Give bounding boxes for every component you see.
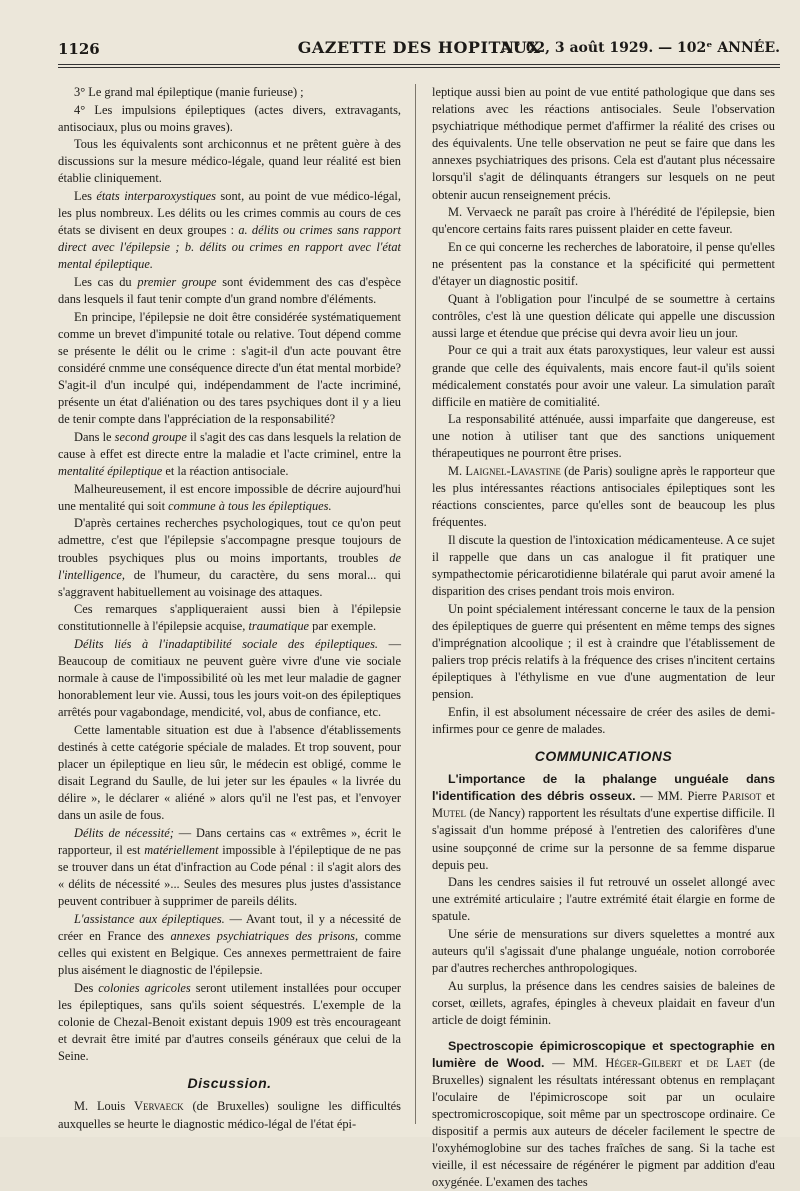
paragraph: Dans les cendres saisies il fut retrouvé un osselet allongé avec une extrémité articulaire ; l'autre extrémité était élargie en forme de spatule. bbox=[432, 875, 775, 924]
issue-info: N° 62, 3 août 1929. — 102ᵉ ANNÉE. bbox=[500, 40, 780, 56]
text-run: de l'humeur, du caractère, du sens moral... qui s'aggravent habituellement au voisinage des attaques. bbox=[58, 567, 401, 599]
text-run: M. bbox=[448, 464, 466, 479]
italic-term: commune à tous les épileptiques. bbox=[168, 498, 332, 513]
paragraph bbox=[58, 1098, 401, 1132]
author-name: de Laet bbox=[706, 1055, 752, 1070]
text-run: il s'agit des cas dans lesquels la relation de cause à effet est directe entre la maladie et l'acte criminel, entre la bbox=[58, 429, 401, 461]
paragraph bbox=[432, 463, 775, 531]
subheading: Délits liés à l'inadaptibilité sociale des épileptiques. bbox=[74, 637, 379, 651]
paragraph: La responsabilité atténuée, aussi imparfaite que dangereuse, est une notion à utiliser tant que des sanctions uniquement thérapeutiques ne pourront être prises. bbox=[432, 412, 775, 461]
italic-term: colonies agricoles bbox=[98, 980, 191, 995]
italic-term: mentalité épileptique bbox=[58, 464, 163, 479]
paragraph bbox=[58, 825, 401, 910]
header-rule-bottom bbox=[58, 67, 780, 68]
page-header bbox=[58, 36, 780, 60]
text-run: impossible à l'épileptique de ne pas se trouver dans un état d'infraction au Code pénal : il s'agit alors des « délits de nécessité »... Seules des mesures plus justes d'assistance peuvent contribuer à supprimer de pareils délits. bbox=[58, 843, 401, 909]
text-run: et bbox=[681, 1055, 707, 1070]
section-title-discussion: Discussion. bbox=[187, 1075, 272, 1092]
text-run: et bbox=[761, 789, 775, 804]
page-number: 1126 bbox=[58, 40, 100, 58]
paragraph: Cette lamentable situation est due à l'absence d'établissements destinés à cette catégorie spéciale de malades. Et trop souvent, pour placer un épileptique en lieu sûr, le médecin est obligé, comme le disait Legrand du Saulle, de lui jeter sur les épaules « la livrée du délire », le déclarer « aliéné » alors qu'il ne l'est pas, et l'envoyer dans un asile de fous. bbox=[58, 722, 401, 823]
text-run: — MM. Pierre bbox=[635, 789, 722, 804]
text-run: M. Louis bbox=[74, 1099, 135, 1114]
text-run: Dans le bbox=[74, 429, 115, 444]
paragraph: Pour ce qui a trait aux états paroxystiques, leur valeur est aussi grande que celle des équivalents, mais encore faut-il qu'ils soient médicalement constatés pour avoir une valeur. La simulation paraît difficile en matière de comitialité. bbox=[432, 343, 775, 409]
text-run: — MM. bbox=[544, 1055, 606, 1070]
text-run: seront utilement installées pour occuper les épileptiques, sans qu'ils soient séquestrés. L'exemple de la colonie de Chezal-Benoit existant depuis 1909 est très encourageant et devrait être imité par d'autres conseils généraux que celui de la Seine. bbox=[58, 980, 401, 1064]
author-name: Laignel-Lavastine bbox=[465, 464, 561, 479]
subheading: Délits de nécessité; bbox=[74, 826, 174, 841]
text-run: par exemple. bbox=[309, 619, 377, 634]
paragraph bbox=[58, 980, 401, 1065]
paragraph: M. Vervaeck ne paraît pas croire à l'hérédité de l'épilepsie, bien qu'encore certains faits rares puissent plaider en cette faveur. bbox=[432, 205, 775, 237]
text-run: Malheureusement, il est encore impossible de décrire aujourd'hui une mentalité qui soit bbox=[58, 481, 401, 513]
text-run: Les bbox=[74, 189, 97, 204]
text-run: Les cas du bbox=[74, 275, 138, 290]
paragraph: 3° Le grand mal épileptique (manie furieuse) ; bbox=[74, 85, 304, 99]
text-run: sont, au point de vue médico-légal, les plus nombreux. Les délits ou les crimes commis au cours de ces états se divisent en deux groupes : bbox=[58, 189, 401, 238]
text-run: sont évidemment des cas d'espèce dans lesquels il faut tenir compte d'un grand nombre d'éléments. bbox=[58, 275, 401, 307]
text-run: Des bbox=[74, 980, 99, 995]
author-name: Mutel bbox=[432, 806, 467, 821]
text-run: (de Paris) souligne après le rapporteur que les plus intéressantes réactions antisociales épileptiques sont les réactions conscientes, parce qu'elles sont de beaucoup les plus fréquentes. bbox=[432, 464, 775, 530]
subheading: L'assistance aux épileptiques. bbox=[74, 912, 225, 926]
paragraph bbox=[432, 771, 775, 874]
article-title: Spectroscopie épimicroscopique et spectographie en lumière de Wood. bbox=[432, 1038, 775, 1070]
paragraph: Tous les équivalents sont archiconnus et ne prêtent guère à des discussions sur la mesure médico-légale, quand leur réalité est bien établie cliniquement. bbox=[58, 137, 401, 186]
header-rule-top bbox=[58, 64, 780, 65]
paragraph: Quant à l'obligation pour l'inculpé de se soumettre à certains contrôles, c'est là une question délicate qui appelle une discussion aussi large et étendue que précise qui devra avoir lieu un jour. bbox=[432, 291, 775, 340]
paragraph: Une série de mensurations sur divers squelettes a montré aux auteurs qu'il s'agissait d'une phalange unguéale, notion corroborée par d'autres recherches anthropologiques. bbox=[432, 927, 775, 976]
article-title: L'importance de la phalange unguéale dans l'identification des débris osseux. bbox=[432, 772, 775, 804]
italic-term: a. délits ou crimes sans rapport direct avec l'épilepsie ; b. délits ou crimes en rapport avec l'état mental épileptique. bbox=[58, 223, 401, 272]
text-run: D'après certaines recherches psychologiques, tout ce qu'on peut admettre, c'est que l'épilepsie s'accompagne presque toujours de troubles psychiques plus ou moins importants, troubles bbox=[58, 516, 401, 565]
text-run: (de Bruxelles) souligne les difficultés auxquelles se heurte le diagnostic médico-légal de l'état épi- bbox=[58, 1099, 401, 1131]
italic-term: premier groupe bbox=[137, 275, 217, 290]
italic-term: matériellement bbox=[144, 843, 219, 858]
paragraph bbox=[58, 911, 401, 979]
paragraph bbox=[58, 429, 401, 480]
paragraph bbox=[58, 274, 401, 308]
italic-term: de l'intelligence, bbox=[58, 550, 401, 582]
italic-term: états interparoxystiques bbox=[96, 189, 216, 204]
paragraph: leptique aussi bien au point de vue entité pathologique que dans ses relations avec les réactions antisociales. Seule l'observation psychiatrique méthodique permet d'affirmer la réalité des crises ou des équivalents. Une telle observation ne peut se faire que dans les annexes psychiatriques des prisons. Cela est d'autant plus nécessaire lorsqu'il s'agit de délinquants étrangers sur lesquels on ne peut obtenir aucun renseignement précis. bbox=[432, 85, 775, 202]
paragraph bbox=[58, 188, 401, 273]
italic-term: annexes psychiatriques des prisons, bbox=[170, 929, 359, 944]
author-name: Héger-Gilbert bbox=[605, 1055, 682, 1070]
text-run: (de Nancy) rapportent les résultats d'une expertise difficile. Il s'agissait d'un homme préposé à l'entretien des calorifères d'une usine soupçonné de crime sur la personne de sa femme disparue depuis peu. bbox=[432, 806, 775, 872]
text-run: — Dans certains cas « extrêmes », écrit le rapporteur, il est bbox=[58, 826, 401, 858]
left-column bbox=[58, 84, 401, 1131]
text-run: — Avant tout, il y a nécessité de créer en France des bbox=[58, 912, 401, 944]
spacer bbox=[432, 1030, 775, 1038]
text-run: Ces remarques s'appliqueraient aussi bien à l'épilepsie constitutionnelle à l'épilepsie acquise, bbox=[58, 602, 401, 634]
paragraph: En ce qui concerne les recherches de laboratoire, il pense qu'elles ne présentent pas la constance et la spécificité qui permettent d'étayer un diagnostic positif. bbox=[432, 239, 775, 289]
column-divider bbox=[415, 84, 416, 1124]
paragraph: Un point spécialement intéressant concerne le taux de la pension des épileptiques de guerre qui présentent en même temps des signes d'imprégnation alcoolique ; il est à craindre que l'établissement de paliers trop précis relatifs à la fréquence des crises n'incitent certains épileptiques à l'éthylisme en vue d'une augmentation de leur pension. bbox=[432, 601, 775, 702]
journal-title: GAZETTE DES HOPITAUX bbox=[297, 38, 541, 57]
paragraph bbox=[58, 636, 401, 721]
text-run: (de Bruxelles) signalent les résultats intéressant obtenus en remplaçant l'oculaire de l'épimicroscope soit par un oculaire spectromicroscopique, soit même par un spectroscope ordinaire. Ce dispositif a permis aux auteurs de déceler facilement le spectre de l'oxyhémoglobine sur des taches fraîches de sang. Si la tache est vieille, il est nécessaire de régénérer le pigment par addition d'eau oxygénée. L'examen des taches bbox=[432, 1055, 775, 1190]
paragraph bbox=[58, 601, 401, 635]
paragraph: Au surplus, la présence dans les cendres saisies de baleines de corset, œillets, agrafes, épingles à cheveux plaidait en faveur d'un article de doigt féminin. bbox=[432, 978, 775, 1027]
text-run: et la réaction antisociale. bbox=[162, 464, 289, 479]
italic-term: second groupe bbox=[114, 429, 187, 444]
author-name: Vervaeck bbox=[134, 1099, 184, 1114]
paragraph bbox=[432, 1038, 775, 1191]
paragraph: En principe, l'épilepsie ne doit être considérée systématiquement comme un brevet d'impunité totale ou relative. Tout dépend comme se présente le délit ou le crime : s'agit-il d'un acte pouvant être considéré cnmme une conséquence directe d'un état mental morbide? S'agit-il d'un inculpé qui, indépendamment de l'acte incriminé, présente un état d'aliénation ou des tares psychiques dont il y a lieu de tenir compte dans l'appréciation de la responsabilité? bbox=[58, 309, 401, 427]
author-name: Parisot bbox=[721, 789, 762, 804]
paragraph bbox=[58, 481, 401, 515]
text-run: comme celles qui existent en Belgique. Ces annexes permettraient de faire plus aisément le diagnostic de l'épilepsie. bbox=[58, 929, 401, 978]
paragraph: Il discute la question de l'intoxication médicamenteuse. A ce sujet il rappelle que dans un cas analogue il fit pratiquer une sympathectomie péricarotidienne bilatérale qui parut avoir amené la disparition des crises pendant trois mois environ. bbox=[432, 532, 775, 599]
paragraph: 4° Les impulsions épileptiques (actes divers, extravagants, antisociaux, plus ou moins graves). bbox=[58, 102, 401, 134]
right-column bbox=[432, 84, 775, 1190]
paragraph: Enfin, il est absolument nécessaire de créer des asiles de demi-infirmes pour ce genre de malades. bbox=[432, 704, 775, 736]
section-title-communications: COMMUNICATIONS bbox=[534, 748, 673, 765]
text-run: — Beaucoup de comitiaux ne peuvent guère vivre d'une vie sociale normale à cause de l'impossibilité où les met leur maladie de gagner honorablement leur vie. Aussi, tous les jours voit-on des épileptiques arrêtés pour vagabondage, mendicité, vol, abus de confiance, etc. bbox=[58, 637, 401, 720]
paragraph bbox=[58, 515, 401, 600]
italic-term: traumatique bbox=[248, 619, 310, 634]
